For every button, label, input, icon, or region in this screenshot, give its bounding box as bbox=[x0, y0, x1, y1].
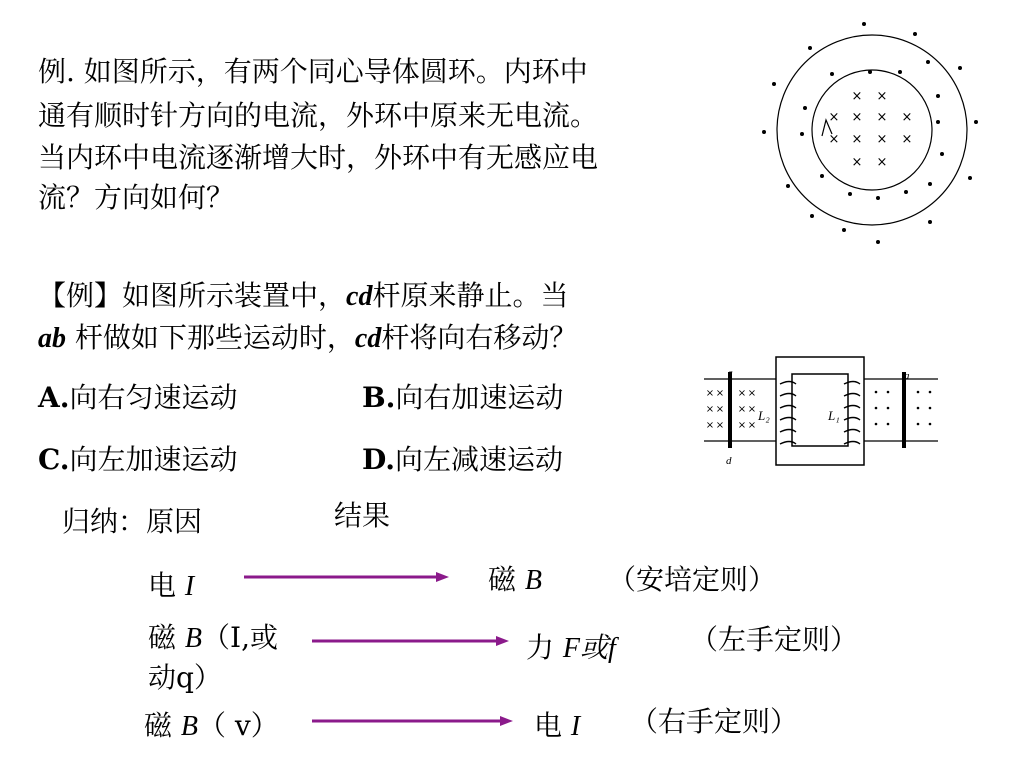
row1-result: 磁 B bbox=[488, 563, 543, 596]
cd-label-2: cd bbox=[354, 323, 382, 354]
left-rod bbox=[728, 372, 732, 448]
svg-text:×: × bbox=[876, 155, 888, 170]
row1-rule: （安培定则） bbox=[608, 563, 777, 596]
row2-arrow bbox=[312, 632, 512, 652]
example2-line2-mid: 杆做如下那些运动时， bbox=[66, 321, 355, 354]
svg-text:×: × bbox=[851, 110, 863, 125]
field-crosses-inside bbox=[829, 89, 913, 170]
right-rod bbox=[902, 372, 906, 448]
row3-result: 电 I bbox=[534, 709, 581, 742]
svg-text:×: × bbox=[737, 420, 747, 431]
outer-ring bbox=[777, 35, 967, 225]
row2-cause: 磁 B（I,或 bbox=[148, 621, 278, 654]
example1-line-1: 例. 如图所示，有两个同心导体圆环。内环中 bbox=[38, 55, 588, 88]
example1-line-2: 通有顺时针方向的电流，外环中原来无电流。 bbox=[38, 99, 599, 132]
svg-text:×: × bbox=[747, 404, 757, 415]
label-c: c bbox=[728, 368, 733, 379]
svg-text:×: × bbox=[715, 420, 725, 431]
example2-intro-suffix: 杆原来静止。当 bbox=[372, 279, 569, 312]
row1-cause: 电 I bbox=[148, 569, 195, 602]
svg-text:×: × bbox=[851, 89, 863, 104]
transformer-core bbox=[776, 357, 864, 465]
svg-text:×: × bbox=[828, 110, 840, 125]
svg-text:×: × bbox=[705, 420, 715, 431]
field-dots-outside bbox=[762, 22, 978, 244]
coil-l2 bbox=[780, 382, 796, 445]
svg-text:×: × bbox=[851, 155, 863, 170]
label-d: d bbox=[726, 455, 732, 467]
row3-rule: （右手定则） bbox=[630, 705, 799, 738]
svg-text:×: × bbox=[901, 132, 913, 147]
option-a[interactable]: A.向右匀速运动 bbox=[38, 381, 238, 414]
row2-result: 力 F或f bbox=[526, 631, 616, 664]
svg-text:×: × bbox=[737, 388, 747, 399]
label-a: a bbox=[904, 370, 910, 382]
example2-intro-prefix: 【例】如图所示装置中， bbox=[38, 279, 347, 312]
result-header: 结果 bbox=[334, 499, 391, 532]
option-b[interactable]: B.向右加速运动 bbox=[362, 381, 564, 414]
cause-header: 原因 bbox=[146, 505, 203, 538]
coil-l1 bbox=[844, 382, 860, 445]
example1-line-3: 当内环中电流逐渐增大时，外环中有无感应电 bbox=[38, 141, 599, 174]
right-rails bbox=[864, 379, 938, 441]
row3-cause: 磁 B（ v） bbox=[144, 709, 279, 742]
option-d[interactable]: D.向左减速运动 bbox=[362, 443, 564, 476]
svg-text:×: × bbox=[705, 388, 715, 399]
svg-text:×: × bbox=[876, 132, 888, 147]
option-c[interactable]: C.向左加速运动 bbox=[38, 443, 238, 476]
label-l2: L₂ bbox=[758, 408, 770, 423]
row2-rule: （左手定则） bbox=[690, 623, 859, 656]
cd-label: cd bbox=[346, 281, 373, 312]
label-l1: L₁ bbox=[828, 408, 840, 423]
svg-text:×: × bbox=[747, 388, 757, 399]
row2-cause-line2: 动q） bbox=[148, 661, 222, 694]
svg-text:×: × bbox=[828, 132, 840, 147]
summary-title: 归纳：原因 bbox=[62, 505, 203, 538]
ab-label: ab bbox=[38, 323, 66, 354]
example2-line-1 bbox=[38, 276, 568, 317]
row3-arrow bbox=[312, 712, 517, 732]
svg-text:×: × bbox=[715, 388, 725, 399]
row1-arrow bbox=[244, 568, 454, 588]
example2-line2-suffix: 杆将向右移动？ bbox=[381, 321, 578, 354]
svg-text:×: × bbox=[737, 404, 747, 415]
svg-text:×: × bbox=[876, 110, 888, 125]
example1-line-4: 流？方向如何？ bbox=[38, 181, 235, 214]
svg-text:×: × bbox=[876, 89, 888, 104]
rails-transformer-figure bbox=[664, 352, 980, 472]
svg-text:×: × bbox=[715, 404, 725, 415]
svg-text:×: × bbox=[747, 420, 757, 431]
svg-text:×: × bbox=[901, 110, 913, 125]
svg-text:×: × bbox=[851, 132, 863, 147]
example2-line-2 bbox=[38, 318, 577, 359]
svg-text:×: × bbox=[705, 404, 715, 415]
concentric-rings-figure bbox=[760, 10, 990, 250]
